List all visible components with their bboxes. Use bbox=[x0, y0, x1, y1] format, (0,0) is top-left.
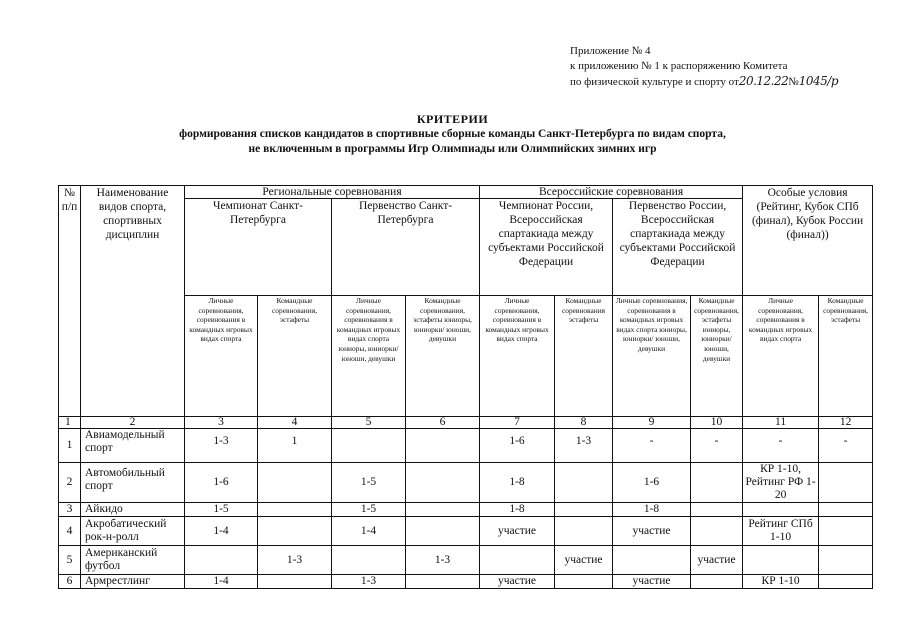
appendix-line-1: Приложение № 4 bbox=[570, 45, 651, 57]
title-main: КРИТЕРИИ bbox=[416, 112, 489, 126]
cell-c12 bbox=[819, 575, 873, 589]
header-name: Наименование видов спорта, спортивных дисциплин bbox=[81, 186, 185, 417]
cell-c11: Рейтинг СПб 1-10 bbox=[743, 517, 819, 546]
cell-c3: 1-4 bbox=[185, 575, 258, 589]
subheader-11: Личные соревнования, соревнования в командных игровых видах спорта bbox=[743, 296, 819, 417]
cell-c8 bbox=[555, 517, 613, 546]
subheader-4: Командные соревнования, эстафеты bbox=[258, 296, 332, 417]
handwritten-date: 20.12.22 bbox=[738, 74, 789, 88]
cell-c6: 1-3 bbox=[406, 546, 480, 575]
cell-c11: КР 1-10, Рейтинг РФ 1-20 bbox=[743, 463, 819, 503]
col-number: 6 bbox=[406, 417, 480, 429]
cell-c10: участие bbox=[691, 546, 743, 575]
col-number: 5 bbox=[332, 417, 406, 429]
table-row bbox=[59, 575, 873, 589]
sport-name: Айкидо bbox=[81, 503, 185, 517]
cell-c10: - bbox=[691, 429, 743, 463]
header-champ-ru: Чемпионат России, Всероссийская спартакиада между субъектами Российской Федерации bbox=[480, 199, 613, 296]
cell-c12 bbox=[819, 546, 873, 575]
cell-c3: 1-6 bbox=[185, 463, 258, 503]
subheader-3: Личные соревнования, соревнования в командных игровых видах спорта bbox=[185, 296, 258, 417]
table-row bbox=[59, 429, 873, 463]
subheader-9: Личные соревнования, соревнования в командных игровых видах спорта юниоры, юниорки/ юноши, девушки bbox=[613, 296, 691, 417]
cell-c11 bbox=[743, 503, 819, 517]
cell-c12 bbox=[819, 503, 873, 517]
cell-c4 bbox=[258, 463, 332, 503]
cell-c7: участие bbox=[480, 575, 555, 589]
row-index: 6 bbox=[59, 575, 81, 589]
cell-c4: 1 bbox=[258, 429, 332, 463]
appendix-number-prefix: № bbox=[788, 76, 799, 88]
cell-c7: 1-6 bbox=[480, 429, 555, 463]
sport-name: Американский футбол bbox=[81, 546, 185, 575]
criteria-table bbox=[58, 185, 873, 589]
cell-c3: 1-4 bbox=[185, 517, 258, 546]
table-row bbox=[59, 517, 873, 546]
col-number: 4 bbox=[258, 417, 332, 429]
document-title bbox=[0, 112, 905, 157]
cell-c10 bbox=[691, 575, 743, 589]
cell-c9: участие bbox=[613, 517, 691, 546]
sport-name: Авиамодельный спорт bbox=[81, 429, 185, 463]
cell-c10 bbox=[691, 463, 743, 503]
table-row bbox=[59, 503, 873, 517]
row-index: 1 bbox=[59, 429, 81, 463]
cell-c10 bbox=[691, 517, 743, 546]
table-row bbox=[59, 463, 873, 503]
col-number: 1 bbox=[59, 417, 81, 429]
handwritten-number: 1045/р bbox=[798, 74, 839, 88]
col-number: 3 bbox=[185, 417, 258, 429]
cell-c8 bbox=[555, 575, 613, 589]
subheader-8: Командные соревнования эстафеты bbox=[555, 296, 613, 417]
cell-c9: 1-8 bbox=[613, 503, 691, 517]
cell-c7: 1-8 bbox=[480, 463, 555, 503]
cell-c3 bbox=[185, 546, 258, 575]
cell-c7 bbox=[480, 546, 555, 575]
cell-c11 bbox=[743, 546, 819, 575]
cell-c6 bbox=[406, 429, 480, 463]
cell-c5: 1-4 bbox=[332, 517, 406, 546]
cell-c3: 1-3 bbox=[185, 429, 258, 463]
cell-c9 bbox=[613, 546, 691, 575]
cell-c5 bbox=[332, 429, 406, 463]
col-number: 11 bbox=[743, 417, 819, 429]
cell-c6 bbox=[406, 463, 480, 503]
row-index: 3 bbox=[59, 503, 81, 517]
appendix-header bbox=[570, 44, 838, 90]
cell-c12: - bbox=[819, 429, 873, 463]
sport-name: Автомобильный спорт bbox=[81, 463, 185, 503]
header-first-ru: Первенство России, Всероссийская спартакиада между субъектами Российской Федерации bbox=[613, 199, 743, 296]
subheader-5: Личные соревнования, соревнования в командных игровых видах спорта юниоры, юниорки/ юноши, девушки bbox=[332, 296, 406, 417]
cell-c9: - bbox=[613, 429, 691, 463]
cell-c7: участие bbox=[480, 517, 555, 546]
col-number: 10 bbox=[691, 417, 743, 429]
row-index: 4 bbox=[59, 517, 81, 546]
cell-c9: 1-6 bbox=[613, 463, 691, 503]
cell-c5 bbox=[332, 546, 406, 575]
row-index: 2 bbox=[59, 463, 81, 503]
cell-c9: участие bbox=[613, 575, 691, 589]
cell-c12 bbox=[819, 463, 873, 503]
col-number: 12 bbox=[819, 417, 873, 429]
subheader-10: Командные соревнования, эстафеты юниоры, юниорки/ юноши, девушки bbox=[691, 296, 743, 417]
cell-c8: участие bbox=[555, 546, 613, 575]
header-first-spb: Первенство Санкт-Петербурга bbox=[332, 199, 480, 296]
cell-c3: 1-5 bbox=[185, 503, 258, 517]
col-number: 7 bbox=[480, 417, 555, 429]
row-index: 5 bbox=[59, 546, 81, 575]
appendix-date-prefix: по физической культуре и спорту от bbox=[570, 76, 739, 88]
title-line-3: не включенным в программы Игр Олимпиады или Олимпийских зимних игр bbox=[248, 143, 657, 155]
cell-c5: 1-5 bbox=[332, 463, 406, 503]
cell-c8 bbox=[555, 503, 613, 517]
appendix-line-3 bbox=[570, 74, 838, 90]
column-number-row bbox=[59, 417, 873, 429]
cell-c6 bbox=[406, 575, 480, 589]
col-number: 8 bbox=[555, 417, 613, 429]
cell-c4 bbox=[258, 575, 332, 589]
subheader-12: Командные соревнования, эстафеты bbox=[819, 296, 873, 417]
cell-c4 bbox=[258, 517, 332, 546]
header-regional: Региональные соревнования bbox=[185, 186, 480, 199]
sport-name: Армрестлинг bbox=[81, 575, 185, 589]
cell-c7: 1-8 bbox=[480, 503, 555, 517]
cell-c11: КР 1-10 bbox=[743, 575, 819, 589]
title-line-2: формирования списков кандидатов в спортивные сборные команды Санкт-Петербурга по видам спорта, bbox=[179, 128, 726, 140]
header-allrussian: Всероссийские соревнования bbox=[480, 186, 743, 199]
col-number: 9 bbox=[613, 417, 691, 429]
col-number: 2 bbox=[81, 417, 185, 429]
cell-c5: 1-5 bbox=[332, 503, 406, 517]
sport-name: Акробатический рок-н-ролл bbox=[81, 517, 185, 546]
table-row bbox=[59, 546, 873, 575]
cell-c12 bbox=[819, 517, 873, 546]
cell-c6 bbox=[406, 517, 480, 546]
cell-c8: 1-3 bbox=[555, 429, 613, 463]
cell-c8 bbox=[555, 463, 613, 503]
header-champ-spb: Чемпионат Санкт-Петербурга bbox=[185, 199, 332, 296]
header-num: № п/п bbox=[59, 186, 81, 417]
cell-c11: - bbox=[743, 429, 819, 463]
subheader-6: Командные соревнования, эстафеты юниоры, юниорки/ юноши, девушки bbox=[406, 296, 480, 417]
cell-c6 bbox=[406, 503, 480, 517]
appendix-line-2: к приложению № 1 к распоряжению Комитета bbox=[570, 60, 788, 72]
cell-c4 bbox=[258, 503, 332, 517]
cell-c5: 1-3 bbox=[332, 575, 406, 589]
header-special: Особые условия (Рейтинг, Кубок СПб (финал), Кубок России (финал)) bbox=[743, 186, 873, 296]
cell-c10 bbox=[691, 503, 743, 517]
cell-c4: 1-3 bbox=[258, 546, 332, 575]
subheader-7: Личные соревнования, соревнования в командных игровых видах спорта bbox=[480, 296, 555, 417]
